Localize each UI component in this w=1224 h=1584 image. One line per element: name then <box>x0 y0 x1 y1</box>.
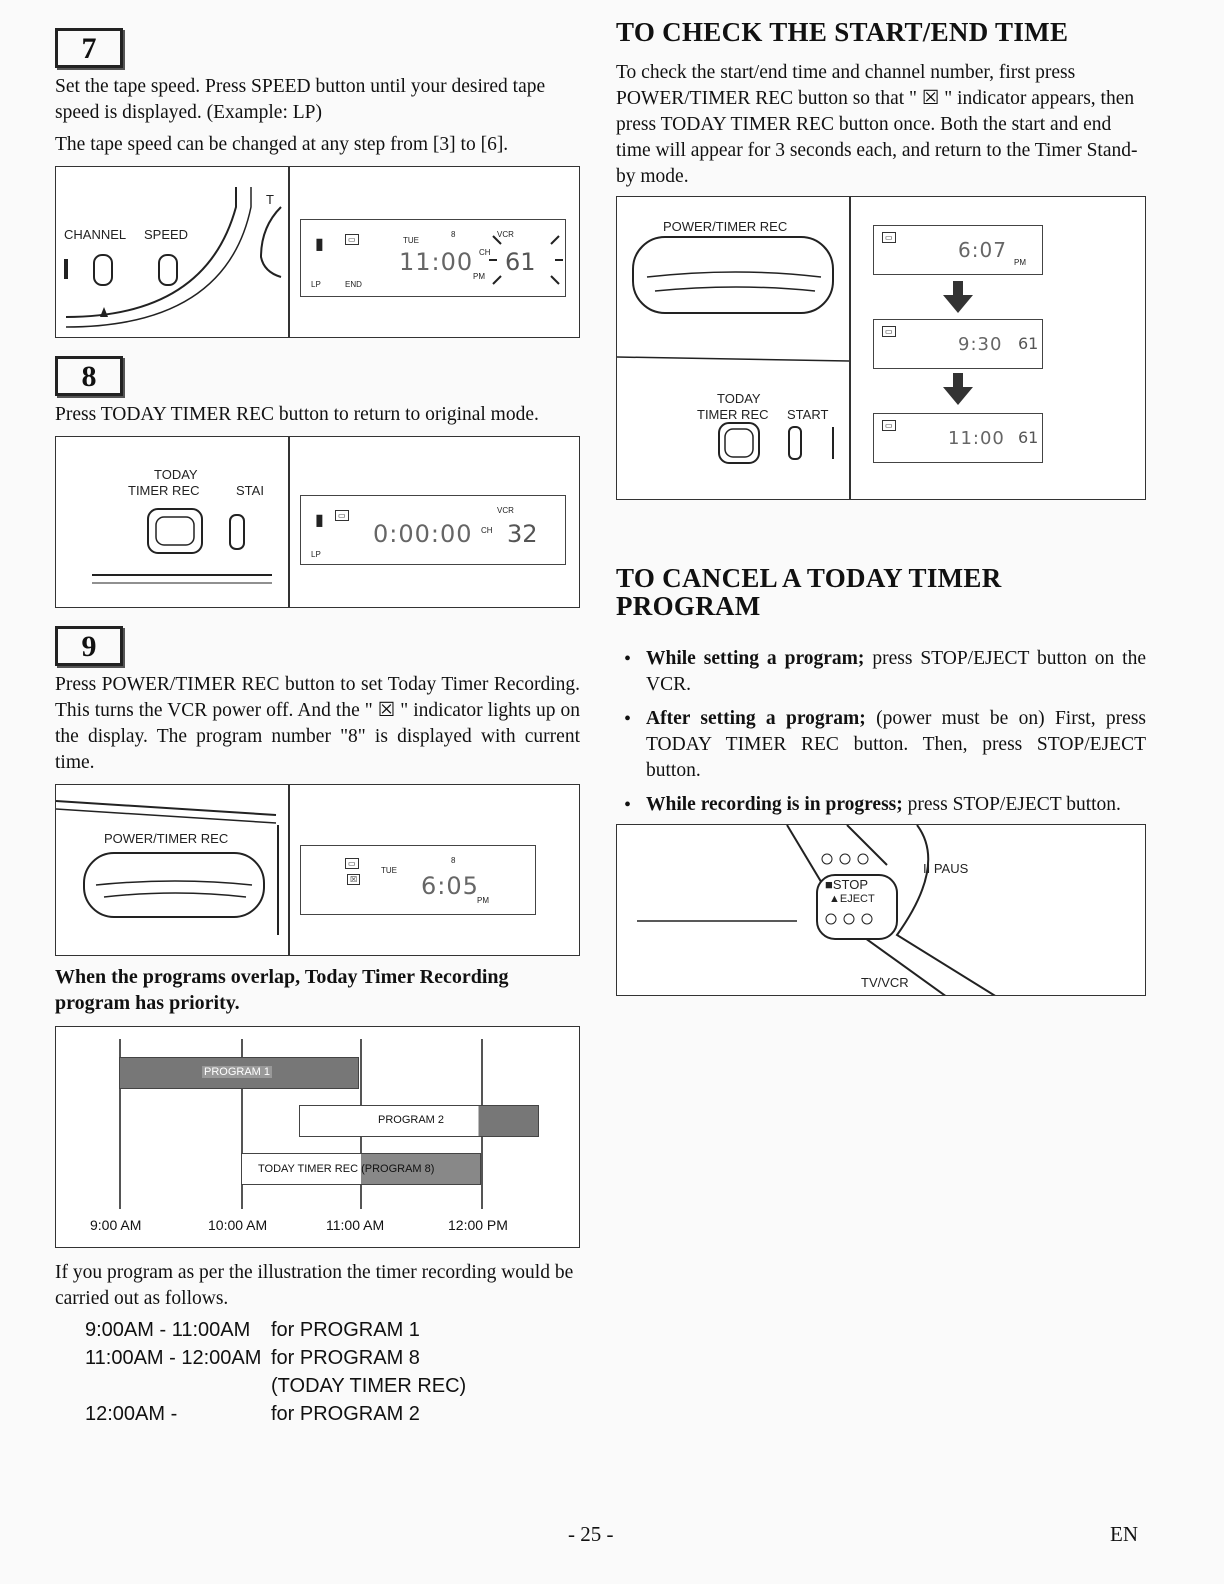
cancel-bullets <box>616 646 1146 818</box>
step7-illustration <box>55 166 580 338</box>
lcd-display: ▭ 6:07 PM <box>873 225 1043 275</box>
vcr-buttons-icon <box>617 197 849 500</box>
schedule-row: 9:00AM - 11:00AM for PROGRAM 1 <box>85 1319 420 1341</box>
speed-label: SPEED <box>144 227 189 242</box>
lcd-channel: 32 <box>507 520 538 548</box>
schedule-row: 11:00AM - 12:00AM for PROGRAM 8 <box>85 1347 420 1369</box>
lcd-display: ▭ 9:30 61 <box>873 319 1043 369</box>
lcd-display: ▮ ▭ VCR CH LP 0:00:00 32 <box>300 495 566 565</box>
language-code: EN <box>1110 1522 1138 1546</box>
overlap-heading: When the programs overlap, Today Timer Recording program has priority. <box>55 966 509 1014</box>
lcd-display: ▭ ☒ TUE 8 6:05 PM <box>300 845 536 915</box>
schedule-row: (TODAY TIMER REC) <box>271 1375 467 1397</box>
step8-text: Press TODAY TIMER REC button to return to original mode. <box>55 404 539 425</box>
arrow-down-icon <box>943 281 973 315</box>
lcd-channel: 61 <box>505 248 536 276</box>
program1-bar: PROGRAM 1 <box>119 1057 359 1089</box>
step7-text: Set the tape speed. Press SPEED button until your desired tape speed is displayed. (Example: LP) <box>55 76 546 123</box>
stop-eject-button-icon <box>617 825 1146 996</box>
cancel-section-title: TO CANCEL A TODAY TIMER PROGRAM <box>616 563 1002 621</box>
channel-label: CHANNEL <box>64 227 127 242</box>
speed-button-icon <box>56 167 288 338</box>
lcd-time: 6:05 <box>421 872 479 900</box>
list-item: • While recording is in progress; press STOP/EJECT button. <box>616 792 1146 818</box>
power-timer-rec-button-icon <box>56 785 288 956</box>
page-number: - 25 - <box>568 1522 614 1546</box>
blink-icon <box>487 224 565 296</box>
step7-note: The tape speed can be changed at any step from [3] to [6]. <box>55 134 509 155</box>
step8-illustration: TODAY TIMER REC STAI ▮ ▭ VCR CH LP 0:00:00 32 <box>55 436 580 608</box>
lcd-time: 0:00:00 <box>373 520 473 548</box>
check-section-text: To check the start/end time and channel number, first press POWER/TIMER REC button so that " ☒ " indicator appears, then press TODAY TIMER REC button once. Both the start and end time will appear for 3 seconds each, and return to the Timer Stand-by mode. <box>616 62 1138 187</box>
program2-bar: PROGRAM 2 <box>299 1105 539 1137</box>
step-number: 8 <box>55 356 123 396</box>
right-column <box>616 18 1146 996</box>
list-item: • While setting a program; press STOP/EJECT button on the VCR. <box>616 646 1146 698</box>
lcd-display: ▭ 11:00 61 <box>873 413 1043 463</box>
schedule-row: 12:00AM - for PROGRAM 2 <box>85 1403 420 1425</box>
overlap-timeline-chart: PROGRAM 1 PROGRAM 2 TODAY TIMER REC (PROGRAM 8) 9:00 AM 10:00 AM 11:00 AM 12:00 PM <box>55 1026 580 1248</box>
left-column <box>55 28 580 1428</box>
lcd-display: ▮ ▭ TUE 8 VCR CH LP END 11:00 PM 61 <box>300 219 566 297</box>
step9-text: Press POWER/TIMER REC button to set Today Timer Recording. This turns the VCR power off. And the " ☒ " indicator lights up on the display. The program number "8" is displayed with current time. <box>55 674 580 773</box>
step-number: 7 <box>55 28 123 68</box>
list-item: • After setting a program; (power must be on) First, press TODAY TIMER REC button. Then, press STOP/EJECT button. <box>616 706 1146 784</box>
arrow-down-icon <box>943 373 973 407</box>
program8-bar: TODAY TIMER REC (PROGRAM 8) <box>241 1153 481 1185</box>
t-label: T <box>266 192 274 207</box>
check-section-title: TO CHECK THE START/END TIME <box>616 17 1069 47</box>
overlap-intro: If you program as per the illustration the timer recording would be carried out as follows. <box>55 1262 574 1309</box>
schedule-list <box>55 1316 580 1428</box>
today-timer-rec-button-icon <box>56 437 288 608</box>
lcd-time: 11:00 <box>399 248 474 276</box>
step9-illustration: POWER/TIMER REC ▭ ☒ TUE 8 6:05 PM <box>55 784 580 956</box>
step-number: 9 <box>55 626 123 666</box>
stop-eject-illustration: ■STOP ▲EJECT II PAUS TV/VCR <box>616 824 1146 996</box>
check-illustration: POWER/TIMER REC TODAY TIMER REC START ▭ 6:07 PM ▭ 9:30 61 ▭ 11:00 61 <box>616 196 1146 500</box>
